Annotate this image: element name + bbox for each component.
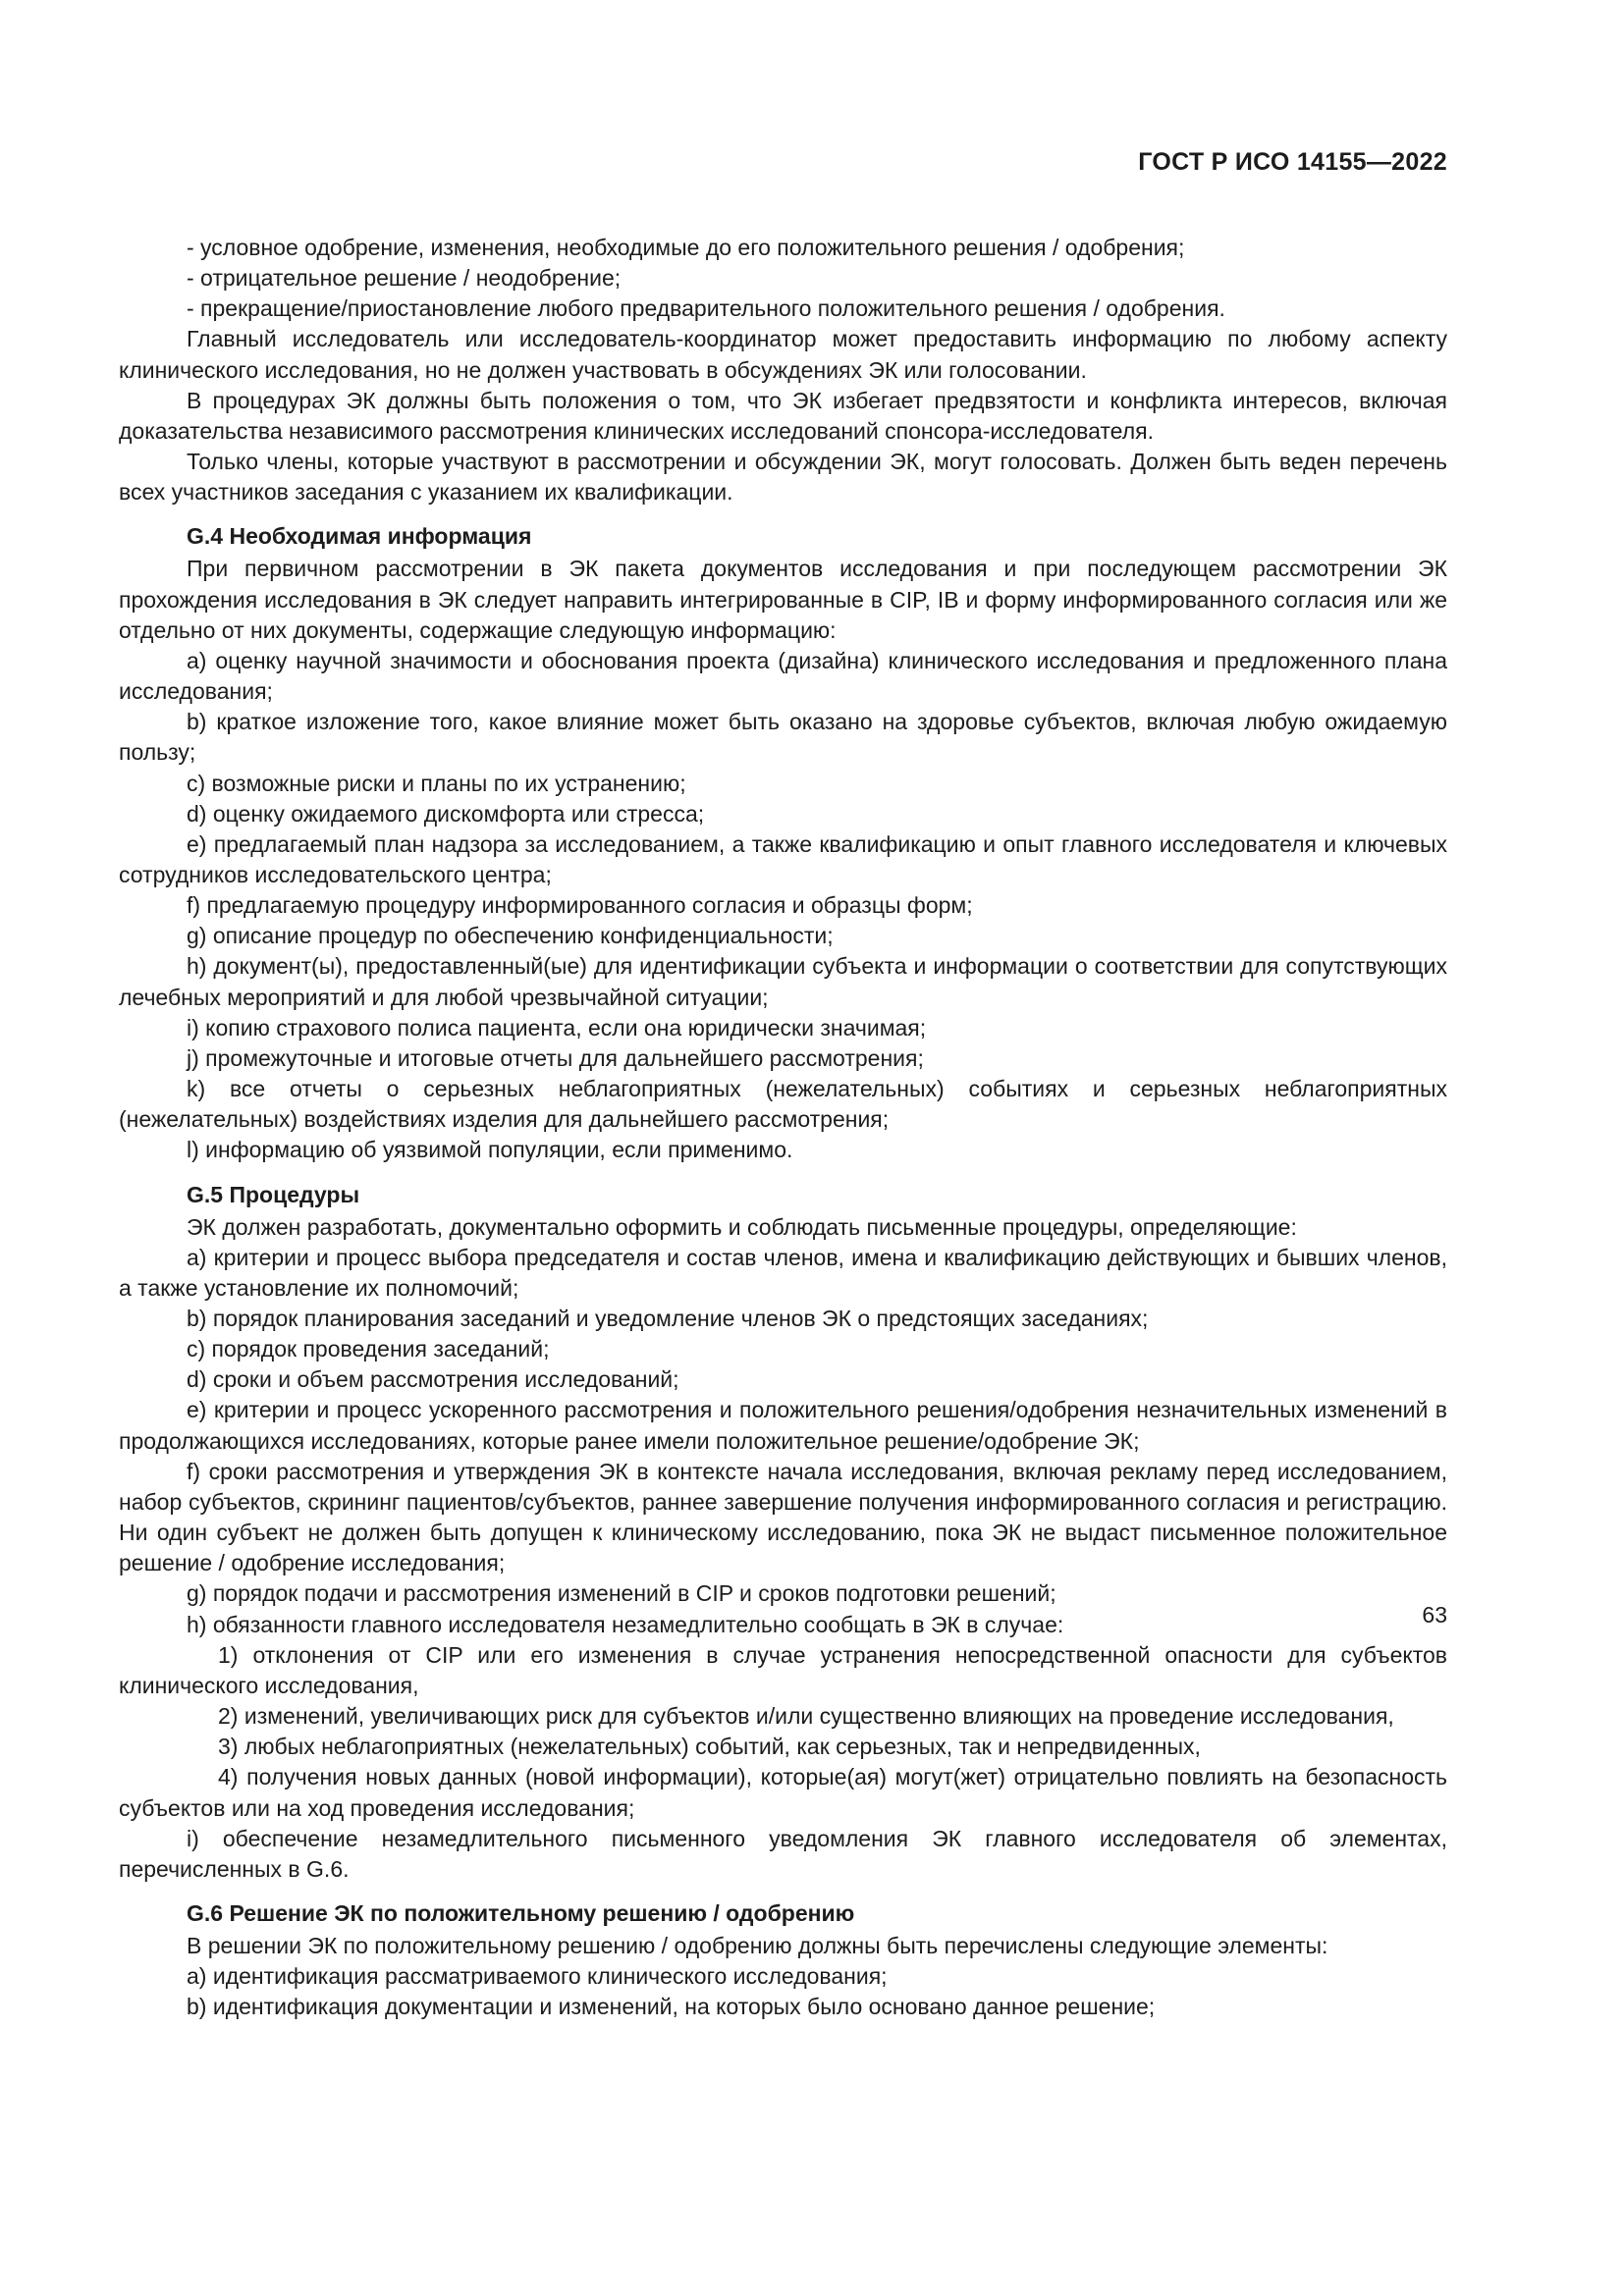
list-item: c) возможные риски и планы по их устранению; [187, 770, 686, 796]
list-item: - прекращение/приостановление любого предварительного положительного решения / одобрения. [187, 295, 1225, 322]
standard-designation: ГОСТ Р ИСО 14155—2022 [1138, 148, 1447, 176]
list-item: i) обеспечение незамедлительного письменного уведомления ЭК главного исследователя об элементах, перечисленных в G.6. [119, 1825, 1447, 1882]
list-item: k) все отчеты о серьезных неблагоприятных (нежелательных) событиях и серьезных неблагоприятных (нежелательных) воздействиях изделия для дальнейшего рассмотрения; [119, 1076, 1447, 1133]
list-item: b) краткое изложение того, какое влияние может быть оказано на здоровье субъектов, включая любую ожидаемую пользу; [119, 709, 1447, 766]
paragraph: Только члены, которые участвуют в рассмотрении и обсуждении ЭК, могут голосовать. Должен быть веден перечень всех участников заседания с указанием их квалификации. [119, 449, 1447, 506]
sub-list-item: 4) получения новых данных (новой информации), которые(ая) могут(жет) отрицательно повлиять на безопасность субъектов или на ход проведения исследования; [119, 1764, 1447, 1821]
list-item: d) оценку ожидаемого дискомфорта или стресса; [187, 800, 705, 827]
list-item: e) предлагаемый план надзора за исследованием, а также квалификацию и опыт главного исследователя и ключевых сотрудников исследовательского центра; [119, 830, 1447, 887]
list-item: i) копию страхового полиса пациента, если она юридически значимая; [187, 1014, 927, 1041]
paragraph: При первичном рассмотрении в ЭК пакета документов исследования и при последующем рассмотрении ЭК прохождения исследования в ЭК следует направить интегрированные в CIP, IB и форму информированного согласия или же отдельно от них документы, содержащие следующую информацию: [119, 556, 1447, 643]
section-heading-g6: G.6 Решение ЭК по положительному решению / одобрению [187, 1899, 855, 1926]
list-item: - условное одобрение, изменения, необходимые до его положительного решения / одобрения; [187, 235, 1185, 260]
sub-list-item: 2) изменений, увеличивающих риск для субъектов и/или существенно влияющих на проведение исследования, [218, 1703, 1394, 1730]
list-item: g) порядок подачи и рассмотрения изменений в CIP и сроков подготовки решений; [187, 1580, 1056, 1607]
list-item: d) сроки и объем рассмотрения исследований; [187, 1366, 679, 1393]
list-item: l) информацию об уязвимой популяции, если применимо. [187, 1137, 793, 1163]
list-item: b) идентификация документации и изменений, на которых было основано данное решение; [187, 1994, 1156, 2020]
paragraph: В процедурах ЭК должны быть положения о том, что ЭК избегает предвзятости и конфликта интересов, включая доказательства независимого рассмотрения клинических исследований спонсора-исследователя. [119, 387, 1447, 444]
sub-list-item: 1) отклонения от CIP или его изменения в случае устранения непосредственной опасности для субъектов клинического исследования, [119, 1641, 1447, 1698]
document-body [119, 233, 1447, 2022]
paragraph: ЭК должен разработать, документально оформить и соблюдать письменные процедуры, определяющие: [187, 1213, 1297, 1240]
page-number: 63 [1422, 1602, 1447, 1628]
list-item: e) критерии и процесс ускоренного рассмотрения и положительного решения/одобрения незначительных изменений в продолжающихся исследованиях, которые ранее имели положительное решение/одобрение ЭК; [119, 1397, 1447, 1454]
list-item: a) критерии и процесс выбора председателя и состав членов, имена и квалификацию действующих и бывших членов, а также установление их полномочий; [119, 1244, 1447, 1301]
list-item: a) оценку научной значимости и обоснования проекта (дизайна) клинического исследования и предложенного плана исследования; [119, 647, 1447, 705]
paragraph: Главный исследователь или исследователь-координатор может предоставить информацию по любому аспекту клинического исследования, но не должен участвовать в обсуждениях ЭК или голосовании. [119, 326, 1447, 383]
section-heading-g5: G.5 Процедуры [187, 1181, 360, 1207]
list-item: f) предлагаемую процедуру информированного согласия и образцы форм; [187, 892, 973, 919]
list-item: b) порядок планирования заседаний и уведомление членов ЭК о предстоящих заседаниях; [187, 1306, 1149, 1331]
list-item: c) порядок проведения заседаний; [187, 1336, 550, 1362]
sub-list-item: 3) любых неблагоприятных (нежелательных) событий, как серьезных, так и непредвиденных, [218, 1734, 1201, 1760]
list-item: a) идентификация рассматриваемого клинического исследования; [187, 1963, 888, 1990]
list-item: h) обязанности главного исследователя незамедлительно сообщать в ЭК в случае: [187, 1611, 1064, 1637]
list-item: j) промежуточные и итоговые отчеты для дальнейшего рассмотрения; [187, 1044, 924, 1071]
section-heading-g4: G.4 Необходимая информация [187, 523, 532, 550]
list-item: f) сроки рассмотрения и утверждения ЭК в контексте начала исследования, включая рекламу перед исследованием, набор субъектов, скрининг пациентов/субъектов, раннее завершение получения информированного согласия и регистрацию. Ни один субъект не должен быть допущен к клиническому исследованию, пока ЭК не выдаст письменное положительное решение / одобрение исследования; [119, 1458, 1447, 1576]
list-item: g) описание процедур по обеспечению конфиденциальности; [187, 923, 834, 949]
paragraph: В решении ЭК по положительному решению / одобрению должны быть перечислены следующие элементы: [187, 1932, 1328, 1958]
list-item: - отрицательное решение / неодобрение; [187, 265, 622, 292]
list-item: h) документ(ы), предоставленный(ые) для идентификации субъекта и информации о соответствии для сопутствующих лечебных мероприятий и для любой чрезвычайной ситуации; [119, 953, 1447, 1010]
